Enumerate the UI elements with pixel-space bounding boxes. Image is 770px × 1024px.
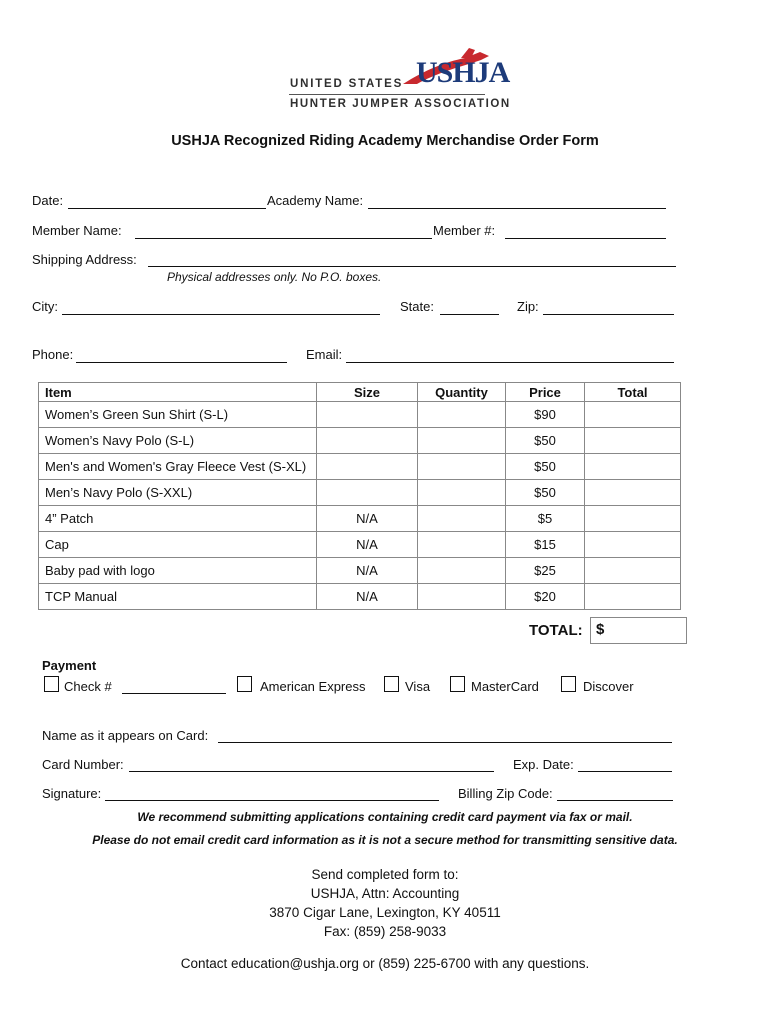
table-row xyxy=(39,402,681,428)
send-attn: USHJA, Attn: Accounting xyxy=(310,886,460,901)
logo-divider xyxy=(289,94,485,95)
total-cell[interactable] xyxy=(585,558,681,584)
send-fax: Fax: (859) 258-9033 xyxy=(323,924,447,939)
card-number-label: Card Number: xyxy=(42,757,124,772)
amex-label: American Express xyxy=(260,679,366,694)
quantity-cell[interactable] xyxy=(418,532,506,558)
email-field[interactable] xyxy=(346,362,674,363)
total-cell[interactable] xyxy=(585,584,681,610)
header-quantity: Quantity xyxy=(418,383,506,402)
total-currency: $ xyxy=(596,621,605,638)
price-cell: $5 xyxy=(506,506,585,532)
size-cell[interactable]: N/A xyxy=(317,584,418,610)
exp-date-field[interactable] xyxy=(578,771,672,772)
price-cell: $15 xyxy=(506,532,585,558)
header-size: Size xyxy=(317,383,418,402)
quantity-cell[interactable] xyxy=(418,558,506,584)
total-cell[interactable] xyxy=(585,506,681,532)
page-title: USHJA Recognized Riding Academy Merchandise Order Form xyxy=(171,133,599,149)
academy-name-label: Academy Name: xyxy=(267,193,364,208)
table-row xyxy=(39,584,681,610)
visa-checkbox[interactable] xyxy=(384,676,399,692)
billing-zip-label: Billing Zip Code: xyxy=(458,786,553,801)
quantity-cell[interactable] xyxy=(418,454,506,480)
item-cell: Women’s Navy Polo (S-L) xyxy=(39,428,317,454)
amex-checkbox[interactable] xyxy=(237,676,252,692)
security-note: Please do not email credit card information as it is not a secure method for transmitting sensitive data. xyxy=(92,833,678,847)
mastercard-checkbox[interactable] xyxy=(450,676,465,692)
item-cell: Cap xyxy=(39,532,317,558)
academy-name-field[interactable] xyxy=(368,208,666,209)
item-cell: Baby pad with logo xyxy=(39,558,317,584)
mastercard-label: MasterCard xyxy=(471,679,539,694)
recommend-note: We recommend submitting applications containing credit card payment via fax or mail. xyxy=(137,810,633,824)
table-row xyxy=(39,532,681,558)
logo-mark: USHJA xyxy=(416,56,510,89)
table-row xyxy=(39,454,681,480)
size-cell[interactable] xyxy=(317,480,418,506)
price-cell: $90 xyxy=(506,402,585,428)
check-number-field[interactable] xyxy=(122,693,226,694)
size-cell[interactable] xyxy=(317,428,418,454)
table-row xyxy=(39,428,681,454)
table-row xyxy=(39,558,681,584)
date-field[interactable] xyxy=(68,208,266,209)
total-cell[interactable] xyxy=(585,532,681,558)
zip-field[interactable] xyxy=(543,314,674,315)
signature-field[interactable] xyxy=(105,800,439,801)
quantity-cell[interactable] xyxy=(418,584,506,610)
name-on-card-label: Name as it appears on Card: xyxy=(42,728,209,743)
price-cell: $50 xyxy=(506,428,585,454)
total-cell[interactable] xyxy=(585,402,681,428)
city-field[interactable] xyxy=(62,314,380,315)
total-cell[interactable] xyxy=(585,480,681,506)
quantity-cell[interactable] xyxy=(418,506,506,532)
size-cell[interactable] xyxy=(317,402,418,428)
item-cell: Men's and Women's Gray Fleece Vest (S-XL) xyxy=(39,454,317,480)
item-cell: Men’s Navy Polo (S-XXL) xyxy=(39,480,317,506)
name-on-card-field[interactable] xyxy=(218,742,672,743)
size-cell[interactable]: N/A xyxy=(317,532,418,558)
logo-line-2: HUNTER JUMPER ASSOCIATION xyxy=(290,98,511,110)
shipping-note: Physical addresses only. No P.O. boxes. xyxy=(167,270,382,284)
size-cell[interactable]: N/A xyxy=(317,506,418,532)
city-label: City: xyxy=(32,299,58,314)
member-name-label: Member Name: xyxy=(32,223,122,238)
total-cell[interactable] xyxy=(585,454,681,480)
exp-date-label: Exp. Date: xyxy=(513,757,574,772)
shipping-address-field[interactable] xyxy=(148,266,676,267)
size-cell[interactable]: N/A xyxy=(317,558,418,584)
signature-label: Signature: xyxy=(42,786,102,801)
state-field[interactable] xyxy=(440,314,499,315)
payment-heading: Payment xyxy=(42,658,97,673)
price-cell: $20 xyxy=(506,584,585,610)
state-label: State: xyxy=(400,299,434,314)
logo-line-1: UNITED STATES xyxy=(290,78,404,90)
table-row xyxy=(39,480,681,506)
header-price: Price xyxy=(506,383,585,402)
total-cell[interactable] xyxy=(585,428,681,454)
discover-label: Discover xyxy=(583,679,634,694)
total-field[interactable] xyxy=(590,617,687,644)
item-cell: TCP Manual xyxy=(39,584,317,610)
phone-field[interactable] xyxy=(76,362,287,363)
quantity-cell[interactable] xyxy=(418,428,506,454)
header-item: Item xyxy=(39,383,317,402)
price-cell: $50 xyxy=(506,454,585,480)
item-cell: 4” Patch xyxy=(39,506,317,532)
quantity-cell[interactable] xyxy=(418,402,506,428)
send-address: 3870 Cigar Lane, Lexington, KY 40511 xyxy=(269,905,501,920)
visa-label: Visa xyxy=(405,679,431,694)
item-cell: Women’s Green Sun Shirt (S-L) xyxy=(39,402,317,428)
quantity-cell[interactable] xyxy=(418,480,506,506)
send-heading: Send completed form to: xyxy=(311,867,459,882)
zip-label: Zip: xyxy=(517,299,539,314)
phone-label: Phone: xyxy=(32,347,74,362)
price-cell: $50 xyxy=(506,480,585,506)
member-name-field[interactable] xyxy=(135,238,432,239)
contact-line: Contact education@ushja.org or (859) 225-6700 with any questions. xyxy=(180,956,590,971)
table-header-row xyxy=(39,383,681,402)
billing-zip-field[interactable] xyxy=(557,800,673,801)
member-number-field[interactable] xyxy=(505,238,666,239)
check-label: Check # xyxy=(64,679,112,694)
total-label: TOTAL: xyxy=(529,622,583,639)
merchandise-table xyxy=(38,382,681,610)
discover-checkbox[interactable] xyxy=(561,676,576,692)
member-number-label: Member #: xyxy=(433,223,496,238)
price-cell: $25 xyxy=(506,558,585,584)
card-number-field[interactable] xyxy=(129,771,494,772)
table-row xyxy=(39,506,681,532)
shipping-address-label: Shipping Address: xyxy=(32,252,137,267)
date-label: Date: xyxy=(32,193,64,208)
header-total: Total xyxy=(585,383,681,402)
check-checkbox[interactable] xyxy=(44,676,59,692)
size-cell[interactable] xyxy=(317,454,418,480)
email-label: Email: xyxy=(306,347,343,362)
